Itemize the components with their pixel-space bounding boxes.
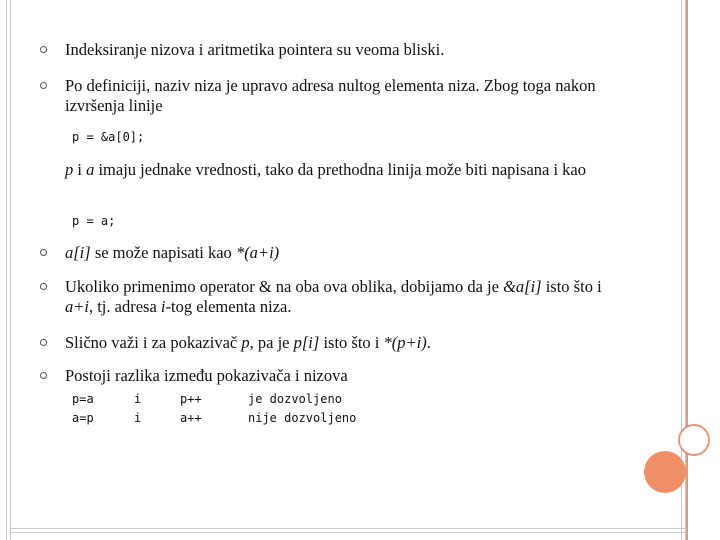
decorative-ring-icon bbox=[678, 424, 710, 456]
bullet-5: Slično važi i za pokazivač p, pa je p[i] isto što i *(p+i). bbox=[40, 333, 620, 353]
bullet-4: Ukoliko primenimo operator & na oba ova oblika, dobijamo da je &a[i] isto što i a+i, tj. adresa i-tog elementa niza. bbox=[40, 277, 620, 317]
bullet-2: Po definiciji, naziv niza je upravo adresa nultog elementa niza. Zbog toga nakon izvršenja linije bbox=[40, 76, 620, 116]
accent-line bbox=[686, 0, 688, 540]
bullet-icon bbox=[40, 249, 47, 256]
bullet-1: Indeksiranje nizova i aritmetika pointera su veoma bliski. bbox=[40, 40, 620, 60]
sub-paragraph: p i a imaju jednake vrednosti, tako da prethodna linija može biti napisana i kao bbox=[65, 160, 586, 179]
code-line-1: p = &a[0]; bbox=[72, 130, 145, 144]
bullet-icon bbox=[40, 46, 47, 53]
bullet-icon bbox=[40, 339, 47, 346]
bullet-icon bbox=[40, 283, 47, 290]
bullet-icon bbox=[40, 82, 47, 89]
slide-content: Indeksiranje nizova i aritmetika pointera su veoma bliski. Po definiciji, naziv niza je upravo adresa nultog elementa niza. Zbog toga nakon izvršenja linije p = &a[0]; p i a imaju jednake vrednosti, tako da prethodna linija može biti napisana i kao p = a; a[i] se može napisati kao *(a+i) Ukoliko primenimo operator & na oba ova oblika, dobijamo da je &a[i] isto što i a+i, tj. adresa i-tog elementa niza. Slično važi i za pokazivač p, pa je p[i] isto što i *(p+i). Postoji razlika između pokazivača i nizova p=a i p++ je dozvoljeno a=p i a++ nije dozvoljeno bbox=[0, 0, 640, 540]
bullet-icon bbox=[40, 372, 47, 379]
code-line-2: p = a; bbox=[72, 214, 116, 228]
decorative-dot-icon bbox=[644, 451, 686, 493]
bullet-6: Postoji razlika između pokazivača i nizova bbox=[40, 366, 620, 386]
bullet-3: a[i] se može napisati kao *(a+i) bbox=[40, 243, 620, 263]
